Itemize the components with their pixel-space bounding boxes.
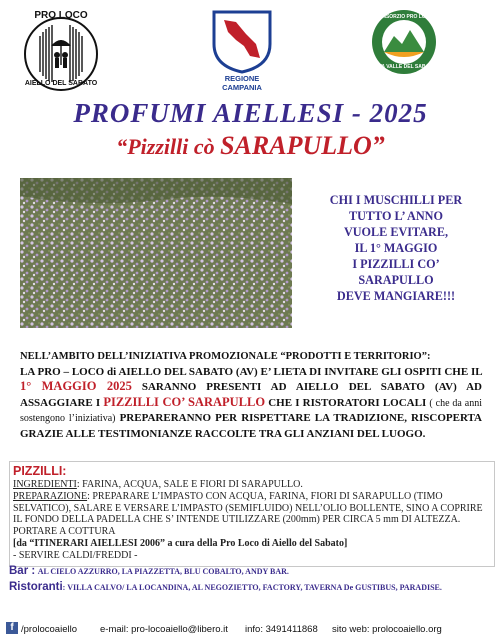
invitation-part: CHE I RISTORATORI LOCALI bbox=[265, 396, 430, 409]
slogan-line: DEVE MANGIARE!!! bbox=[336, 289, 456, 303]
invitation-paragraph bbox=[20, 365, 482, 442]
email-link[interactable]: e-mail: pro-locoaiello@libero.it bbox=[100, 624, 228, 635]
recipe-label: PIZZILLI: bbox=[13, 464, 67, 478]
ristoranti-names: : VILLA CALVO/ LA LOCANDINA, AL NEGOZIETTO, FACTORY, TAVERNA De GUSTIBUS, PARADISE. bbox=[62, 583, 442, 592]
consorzio-top-text: CONSORZIO PRO LOCO bbox=[374, 14, 434, 20]
preparation-text: : PREPARARE L’IMPASTO CON ACQUA, FARINA, FIORI DI SARAPULLO (TIMO SELVATICO), SALARE E VERSARE L’IMPASTO (SEMIFLUIDO) NELL’OLIO BOLLENTE, SINO A COPRIRE IL FONDO DELLA PADELLA CHE S’ INTENDE UTILIZZARE (200mm) PER CIRCA 5 mm DI ALTEZZA. PORTARE A COTTURA bbox=[13, 490, 483, 538]
consorzio-logo bbox=[370, 8, 438, 78]
serving-note: - SERVIRE CALDI/FREDDI - bbox=[13, 549, 138, 561]
slogan-line: SARAPULLO bbox=[358, 273, 434, 287]
invitation-part: SARANNO PRESENTI AD AIELLO DEL SABATO (AV) AD ASSAGGIARE I bbox=[20, 381, 483, 409]
slogan-line: I PIZZILLI CO’ bbox=[352, 257, 440, 271]
ristoranti-list bbox=[9, 581, 442, 593]
proloco-logo-ring-text: AIELLO DEL SABATO bbox=[24, 80, 98, 87]
invitation-text bbox=[20, 350, 482, 442]
regione-campania-logo bbox=[206, 10, 278, 92]
proloco-logo bbox=[18, 10, 104, 94]
regione-caption: REGIONE CAMPANIA bbox=[222, 74, 262, 92]
preparation-line bbox=[13, 491, 483, 538]
initiative-line: NELL’AMBITO DELL’INIZIATIVA PROMOZIONALE “PRODOTTI E TERRITORIO”: bbox=[20, 351, 431, 362]
proloco-logo-title: PRO LOCO bbox=[34, 10, 88, 21]
slogan-line: VUOLE EVITARE, bbox=[343, 225, 449, 239]
contact-footer bbox=[0, 620, 501, 640]
slogan-line: TUTTO L’ ANNO bbox=[349, 209, 443, 223]
consorzio-bottom-text: ALTA VALLE DEL SABATO bbox=[372, 64, 436, 70]
slogan-line: IL 1° MAGGIO bbox=[354, 241, 438, 255]
dish-name: PIZZILLI CO’ SARAPULLO bbox=[103, 394, 266, 409]
sarapullo-field-photo bbox=[20, 178, 292, 328]
website-link[interactable]: sito web: prolocoaiello.org bbox=[332, 624, 442, 635]
subtitle-emphasis: SARAPULLO” bbox=[220, 131, 385, 160]
bar-label: Bar : bbox=[9, 565, 36, 577]
ristoranti-label: Ristoranti bbox=[9, 581, 63, 593]
event-date: 1° MAGGIO 2025 bbox=[20, 379, 132, 394]
recipe-box bbox=[9, 461, 495, 567]
ingredients-line bbox=[13, 479, 483, 491]
bar-list bbox=[9, 565, 289, 577]
facebook-page-link[interactable]: /prolocoaiello bbox=[21, 624, 77, 635]
ingredients-text: : FARINA, ACQUA, SALE E FIORI DI SARAPULLO. bbox=[76, 479, 303, 490]
invitation-part: PREPARERANNO PER RISPETTARE LA TRADIZIONE, RISCOPERTA GRAZIE ALLE TESTIMONIANZE RACCOLTE TRA GLI ANZIANI DEL LUOGO. bbox=[20, 412, 482, 440]
slogan-line: CHI I MUSCHILLI PER bbox=[329, 193, 463, 207]
slogan-block bbox=[296, 192, 496, 304]
recipe-source: [da “ITINERARI AIELLESI 2006” a cura della Pro Loco di Aiello del Sabato] bbox=[13, 537, 348, 549]
facebook-icon: f bbox=[6, 622, 18, 634]
subtitle-prefix: “Pizzilli cò bbox=[116, 134, 221, 159]
invitation-part: LA PRO – LOCO di AIELLO DEL SABATO (AV) E’ LIETA DI INVITARE GLI OSPITI CHE IL bbox=[20, 365, 482, 378]
recipe-text bbox=[13, 479, 483, 562]
bar-names: AL CIELO AZZURRO, LA PIAZZETTA, BLU COBALTO, ANDY BAR. bbox=[37, 567, 289, 576]
preparation-label: PREPARAZIONE bbox=[13, 490, 88, 502]
page-subtitle bbox=[0, 131, 501, 161]
ingredients-label: INGREDIENTI bbox=[13, 479, 77, 490]
supporters-note: ( che da anni sostengono l’iniziativa) bbox=[20, 397, 482, 425]
page-title: PROFUMI AIELLESI - 2025 bbox=[73, 98, 428, 128]
phone-info: info: 3491411868 bbox=[245, 624, 318, 635]
